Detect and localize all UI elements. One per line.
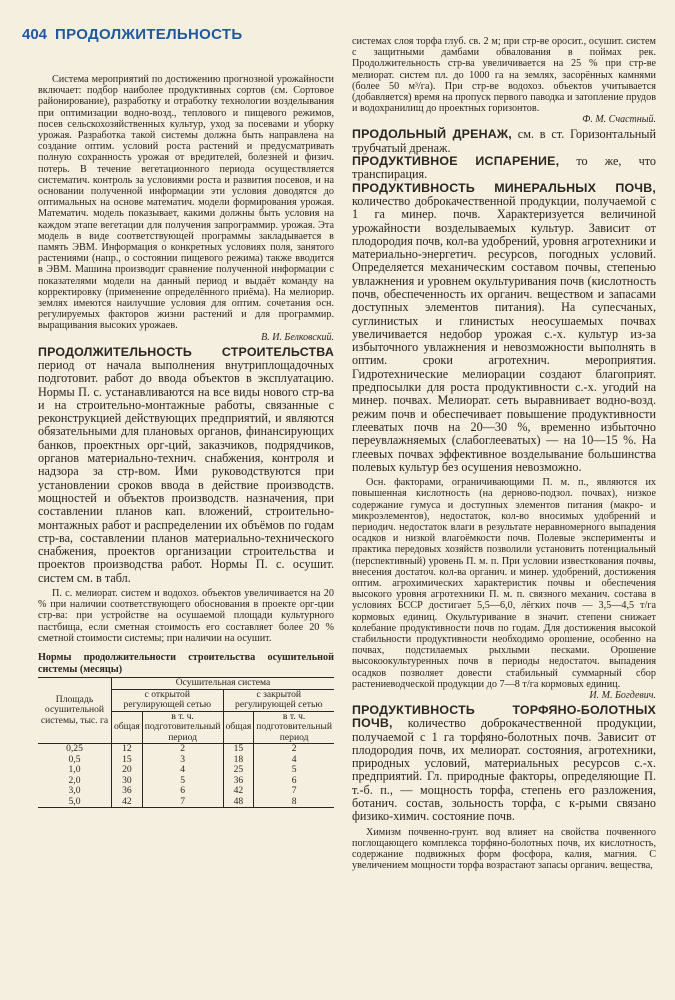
col-header-system: Осушительная система — [112, 678, 335, 690]
cell: 36 — [112, 786, 143, 797]
cell: 18 — [223, 755, 254, 766]
cell: 6 — [254, 776, 334, 787]
cell: 42 — [223, 786, 254, 797]
table-row — [38, 765, 334, 776]
page-header — [22, 26, 242, 44]
col-header-open-network: с открытой регулирующей сетью — [112, 689, 224, 711]
page-number: 404 — [22, 26, 48, 43]
table-row — [38, 786, 334, 797]
col-header-total: общая — [112, 711, 143, 744]
author-signature: И. М. Богдевич. — [589, 690, 656, 701]
table-caption: Нормы продолжительности строительства осушительной системы (месяцы) — [38, 652, 334, 675]
right-column — [352, 36, 656, 871]
table-row — [38, 755, 334, 766]
col-header-area: Площадь осушительной системы, тыс. га — [38, 678, 112, 744]
col-header-prep: в т. ч. подготовительный период — [142, 711, 223, 744]
entry-text: то же, что транспирация. — [352, 154, 656, 182]
cell: 2 — [142, 744, 223, 755]
cell-area: 2,0 — [68, 774, 81, 786]
cell-area: 5,0 — [38, 797, 112, 808]
cell-area: 3,0 — [68, 785, 81, 797]
cell: 8 — [254, 797, 334, 808]
cell: 6 — [142, 786, 223, 797]
cell: 36 — [223, 776, 254, 787]
paragraph-chemistry: Химизм почвенно-грунт. вод влияет на свойства почвенного поглощающего комплекса торфяно-болотных почв, их кислотность, содержание подвижных форм фосфора, калия, магния. С увеличением мощности торфа возрастают запасы органич. вещества, — [352, 826, 656, 872]
cell: 20 — [112, 765, 143, 776]
paragraph-extension: П. с. мелиорат. систем и водохоз. объектов увеличивается на 20 % при наличии соответствующего обоснования в проекте орг-ции стр-ва: при устройстве на осушаемой площади культурного пастбища, если сметная стоимость его составляет более 20 % сметной стоимости системы; при наличии на осушит. — [38, 588, 334, 644]
cell: 3 — [142, 755, 223, 766]
author-signature: В. И. Белковский. — [261, 331, 334, 343]
col-header-prep: в т. ч. подготовительный период — [254, 711, 334, 744]
cell: 7 — [254, 786, 334, 797]
entry-text: см. в ст. Горизонтальный трубчатый дренаж. — [352, 127, 656, 155]
paragraph-continued: системах слоя торфа глуб. св. 2 м; при стр-ве оросит., осушит. систем с защитными дамбами обвалования в поймах рек. Продолжительность стр-ва увеличивается на 25 % при стр-ве мелиорат. систем пл. до 1000 га на землях, засорённых камнями (более 50 м³/га). При стр-ве водохоз. объектов учитывается (добавляется) время на пропуск первого паводка и затопление прудов и водохранилищ до проектных горизонтов. — [352, 36, 656, 115]
cell: 30 — [112, 776, 143, 787]
construction-norms-table — [38, 677, 334, 808]
col-header-total: общая — [223, 711, 254, 744]
cell: 2 — [254, 744, 334, 755]
paragraph-factors: Осн. факторами, ограничивающими П. м. п., являются их повышенная кислотность (на дерново-подзол. почвах), низкое содержание гумуса и доступных элементов питания (макро- и микроэлементов), недостаток, кол-во вносимых удобрений и периодич. недостаток влаги в результате неравномерного выпадения осадков и низкой влагоёмкости почв. Полевые эксперименты и практика передовых хозяйств позволили установить потенциальный (перспективный) уровень П. м. п. При условии известкования почвы, внесения достаточ. кол-ва органич. и минер. удобрений, достижения оптим. агрохимических характеристик почвы и обеспечения высокого уровня агротехники П. м. п. связного механич. состава в условиях БССР достигает 5,5—6,0, лёгких почв — 3,5—4,5 т/га кормовых единиц. Окультуривание в значит. степени снижает колебание продуктивности почв по годам. Для достижения высокой стабильности продуктивности необходимо орошение, особенно на почвах, подстилаемых рыхлыми песками. Орошение высокоокультуренных почв в периоды недостаточ. выпадения осадков позволяет довести стабильный суммарный сбор растениеводческой продукции до 7—8 т/га кормовых единиц. — [352, 477, 656, 690]
cell: 5 — [142, 776, 223, 787]
entry-heading: ПРОДОЛЬНЫЙ ДРЕНАЖ, — [352, 127, 512, 142]
entry-heading: ПРОДУКТИВНОСТЬ ТОРФЯНО-БОЛОТНЫХ ПОЧВ, — [352, 703, 656, 731]
entry-text: количество доброкачественной продукции, получаемой с 1 га минер. почв. Характеризуется величиной урожайности возделываемых культур. Зависит от плодородия почв, кол-ва удобрений, уровня агротехники и материально-энергетич. ресурсов, погодных условий. Определяется механическим составом почвы, степенью увлажнения и уровнем окультуривания почв (кислотность почв, обеспеченность их органич. веществом и запасами доступных элементов питания). На супесчаных, суглинистых и глинистых неосушаемых почвах увеличивается недобор урожая с.-х. культур из-за избыточного увлажнения и невозможности выполнять в оптим. сроки агротехнич. мероприятия. Гидротехнические мелиорации создают благоприят. предпосылки для роста продуктивности с.-х. угодий на минер. почвах. Мелиорат. сеть выравнивает водно-возд. режим почв и обеспечивает повышение продуктивности глееватых почв на 20—30 %, временно избыточно переувлажняемых (слабоглееватых) — на 10—15 %. На глеевых почвах эффективное возделывание большинства полевых культур без осушения невозможно. — [352, 193, 656, 474]
cell: 4 — [254, 755, 334, 766]
left-column — [38, 74, 334, 808]
cell: 42 — [112, 797, 143, 808]
running-title: ПРОДОЛЖИТЕЛЬНОСТЬ — [55, 26, 243, 43]
entry-text: количество доброкачественной продукции, получаемой с 1 га торфяно-болотных почв. Зависит от плодородия почв, их мелиорат. состояния, агротехники, природных условий, материальных ресурсов с.-х. предприятий. Гл. природные факторы, определяющие П. т.-б. п., — мощность торфа, степень его разложения, ботанич. состав, зольность торфа, с к-рыми связано физико-химич. состояние почв. — [352, 716, 656, 824]
cell-area: 1,0 — [68, 764, 81, 776]
entry-text: период от начала выполнения внутриплощадочных подготовит. работ до ввода объектов в эксплуатацию. Нормы П. с. устанавливаются на все виды нового стр-ва и на строительно-монтажные работы, связанные с реконструкцией действующих предприятий, и являются обязательными для плановых органов, финансирующих банков, проектных орг-ций, заказчиков, подрядчиков, органов материально-технич. снабжения, контроля и надзора за стр-вом. Ими руководствуются при установлении сроков ввода в действие производств. мощностей и объектов производств. назначения, при составлении планов кап. вложений, строительно-монтажных работ и распределении их объёмов по годам стр-ва, составлении планов материально-технического снабжения, проектов организации строительства и проектов производства работ. Нормы П. с. осушит. систем см. в табл. — [38, 357, 334, 585]
cell: 7 — [142, 797, 223, 808]
paragraph-yield-system: Система мероприятий по достижению прогнозной урожайности включает: подбор наиболее продуктивных сортов (см. Сортовое районирование), разработку и отработку технологии возделывания при оптимизации водно-возд., теплового и пищевого режимов, посев сельскохозяйственных культур, уход за посевами и уборку урожая. Разработка такой системы должна быть направлена на создание оптим. условий роста растений и предусматривать полную сохранность урожая от вредителей, болезней и физич. потерь. В течение вегетационного периода осуществляется систематич. контроль за условиями роста и развития посевов, и на основании полученной информации эти условия доводятся до оптимальных на основе математич. модели формирования урожая. Математич. модель показывает, какими должны быть условия на каждом этапе вегетации для получения запрограммир. урожая. Эта модель в виде соответствующей программы закладывается в память ЭВМ. Информация о конкретных условиях поля, занятого растениями (напр., о состоянии пищевого режима) также вводится в ЭВМ. Машина производит сравнение полученной информации с показателями модели на данный период и выдаёт команду на корректировку (применение определённого приёма). На мелиорир. землях имеются наилучшие условия для оптим. сочетания осн. регулируемых факторов жизни растений и для программир. выращивания высоких урожаев. — [38, 74, 334, 332]
entry-heading: ПРОДУКТИВНОЕ ИСПАРЕНИЕ, — [352, 154, 560, 169]
cell: 15 — [223, 744, 254, 755]
table-row — [38, 776, 334, 787]
table-row — [38, 744, 334, 755]
author-signature: Ф. М. Счастный. — [582, 114, 656, 126]
entry-heading: ПРОДОЛЖИТЕЛЬНОСТЬ СТРОИТЕЛЬСТВА — [38, 344, 334, 359]
entry-heading: ПРОДУКТИВНОСТЬ МИНЕРАЛЬНЫХ ПОЧВ, — [352, 180, 656, 195]
cell: 5 — [254, 765, 334, 776]
cell: 48 — [223, 797, 254, 808]
cell: 4 — [142, 765, 223, 776]
cell-area: 0,5 — [68, 753, 81, 765]
cell-area: 0,25 — [66, 743, 83, 755]
col-header-closed-network: с закрытой регулирующей сетью — [223, 689, 334, 711]
cell: 12 — [112, 744, 143, 755]
table-row — [38, 797, 334, 808]
cell: 15 — [112, 755, 143, 766]
cell: 25 — [223, 765, 254, 776]
